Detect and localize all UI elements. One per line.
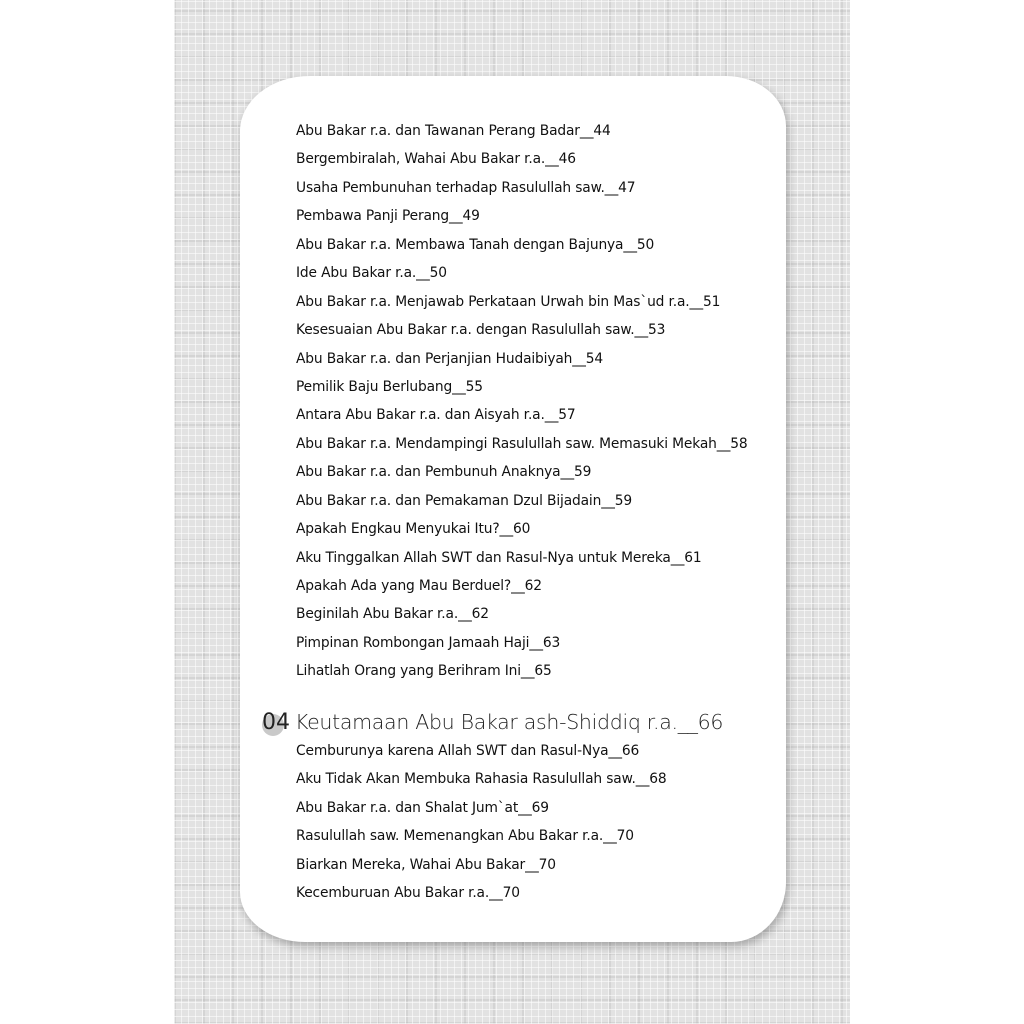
toc-entry: Abu Bakar r.a. dan Tawanan Perang Badar__44: [296, 123, 611, 139]
toc-entry: Beginilah Abu Bakar r.a.__62: [296, 606, 489, 623]
chapter-number: 04: [260, 710, 293, 735]
toc-entry: Pembawa Panji Perang__49: [296, 208, 480, 225]
toc-entry: Antara Abu Bakar r.a. dan Aisyah r.a.__57: [296, 407, 576, 424]
toc-entry: Biarkan Mereka, Wahai Abu Bakar__70: [296, 856, 556, 873]
toc-entry: Pimpinan Rombongan Jamaah Haji__63: [296, 634, 561, 651]
toc-entry: Abu Bakar r.a. dan Pembunuh Anaknya__59: [296, 464, 592, 481]
toc-entry: Bergembiralah, Wahai Abu Bakar r.a.__46: [296, 151, 576, 168]
toc-entry: Cemburunya karena Allah SWT dan Rasul-Nya__66: [296, 743, 640, 759]
chapter-heading: [260, 704, 723, 740]
toc-entry: Pemilik Baju Berlubang__55: [296, 378, 483, 395]
toc-entry: Abu Bakar r.a. Membawa Tanah dengan Bajunya__50: [296, 236, 655, 253]
toc-entry: Lihatlah Orang yang Berihram Ini__65: [296, 663, 552, 680]
toc-entry: Rasulullah saw. Memenangkan Abu Bakar r.a.__70: [296, 828, 634, 845]
toc-entry: Apakah Ada yang Mau Berduel?__62: [296, 578, 542, 594]
toc-entry: Abu Bakar r.a. Mendampingi Rasulullah saw. Memasuki Mekah__58: [296, 435, 748, 452]
toc-entry: Abu Bakar r.a. dan Shalat Jum`at__69: [296, 799, 549, 816]
toc-list-after: [296, 737, 666, 908]
toc-entry: Apakah Engkau Menyukai Itu?__60: [296, 521, 531, 538]
toc-list-before: [296, 117, 748, 686]
toc-entry: Aku Tidak Akan Membuka Rahasia Rasulullah saw.__68: [296, 771, 667, 788]
chapter-title: Keutamaan Abu Bakar ash-Shiddiq r.a.__66: [295, 710, 724, 734]
toc-entry: Usaha Pembunuhan terhadap Rasulullah saw.__47: [296, 179, 636, 196]
toc-entry: Abu Bakar r.a. dan Perjanjian Hudaibiyah__54: [296, 350, 604, 367]
toc-entry: Kesesuaian Abu Bakar r.a. dengan Rasulullah saw.__53: [296, 322, 666, 339]
toc-entry: Abu Bakar r.a. Menjawab Perkataan Urwah bin Mas`ud r.a.__51: [296, 293, 721, 310]
toc-entry: Ide Abu Bakar r.a.__50: [296, 265, 447, 282]
toc-entry: Kecemburuan Abu Bakar r.a.__70: [296, 885, 520, 902]
toc-entry: Aku Tinggalkan Allah SWT dan Rasul-Nya untuk Mereka__61: [296, 549, 702, 566]
toc-entry: Abu Bakar r.a. dan Pemakaman Dzul Bijadain__59: [296, 492, 632, 509]
